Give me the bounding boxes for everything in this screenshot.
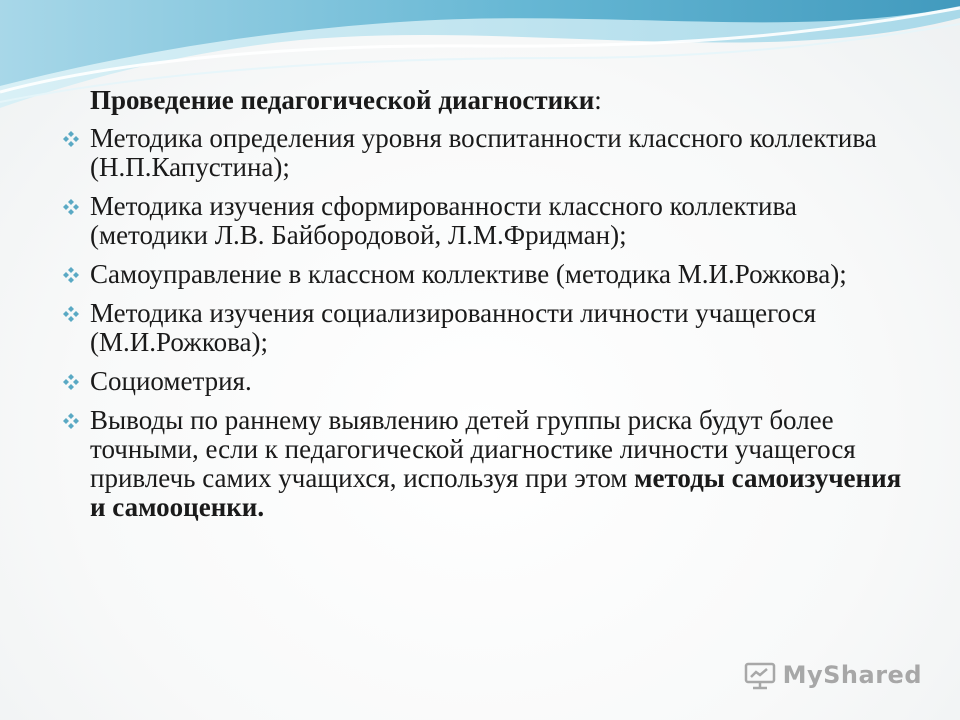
diamond-bullet-icon xyxy=(62,266,80,284)
presentation-board-icon xyxy=(743,660,777,690)
list-item: Методика определения уровня воспитанности классного коллектива (Н.П.Капустина); xyxy=(60,124,920,182)
slide-heading: Проведение педагогической диагностики: xyxy=(90,85,602,115)
diamond-bullet-icon xyxy=(62,198,80,216)
slide-content xyxy=(60,84,920,532)
diamond-bullet-icon xyxy=(62,373,80,391)
list-item: Методика изучения сформированности классного коллектива (методики Л.В. Байбородовой, Л.М.Фридман); xyxy=(60,192,920,250)
diamond-bullet-icon xyxy=(62,130,80,148)
list-item: Выводы по раннему выявлению детей группы риска будут более точными, если к педагогической диагностике личности учащегося привлечь самих учащихся, используя при этом методы самоизучения и самооценки. xyxy=(60,406,920,522)
bullet-list xyxy=(60,124,920,522)
list-item: Социометрия. xyxy=(60,367,920,396)
bold-phrase: методы самоизучения и самооценки. xyxy=(90,463,902,522)
list-item: Самоуправление в классном коллективе (методика М.И.Рожкова); xyxy=(60,260,920,289)
watermark-text: MyShared xyxy=(782,661,922,689)
watermark xyxy=(743,660,922,690)
list-item: Методика изучения социализированности личности учащегося (М.И.Рожкова); xyxy=(60,299,920,357)
diamond-bullet-icon xyxy=(62,412,80,430)
diamond-bullet-icon xyxy=(62,305,80,323)
